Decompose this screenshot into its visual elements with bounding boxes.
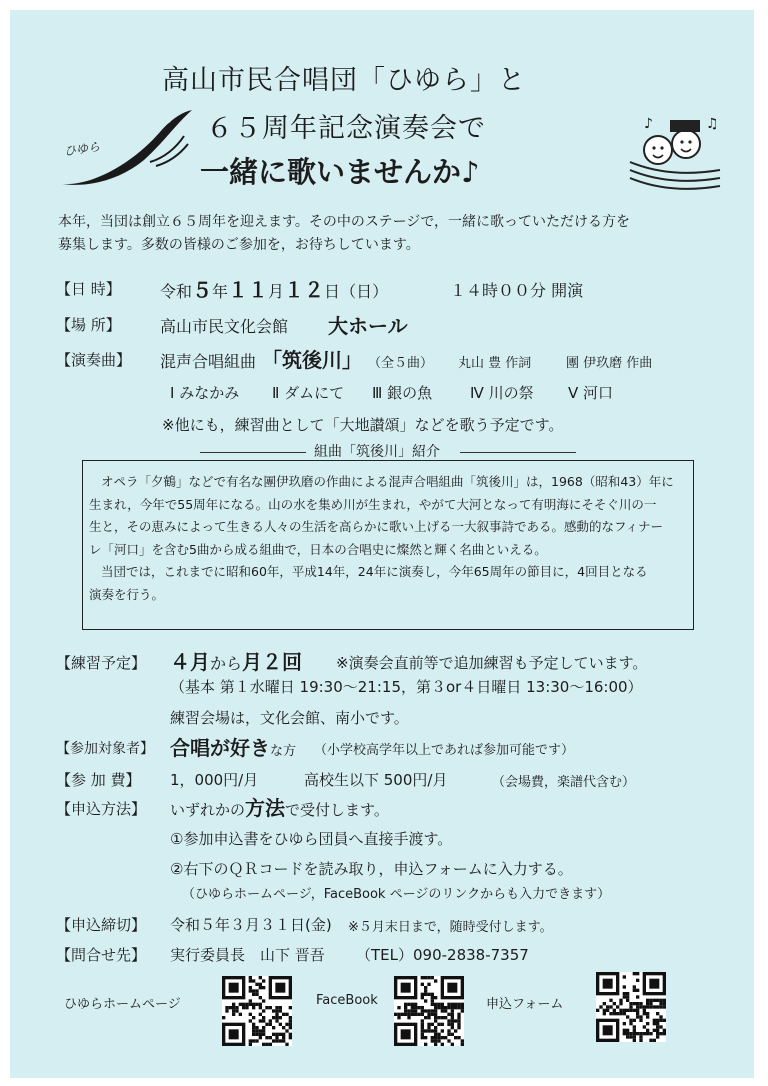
songs-suite: 「筑後川」	[262, 348, 362, 372]
date-year-unit: 年	[212, 282, 229, 301]
apply-pre: いずれかの	[170, 801, 246, 819]
svg-text:♫: ♫	[706, 116, 719, 132]
date-month-unit: 月	[268, 282, 285, 301]
apply-big: 方法	[245, 796, 286, 820]
place-hall: 大ホール	[328, 314, 408, 338]
qr-code-form-icon[interactable]	[596, 972, 666, 1042]
qr-facebook-label: FaceBook	[316, 993, 378, 1008]
date-time: １４時００分 開演	[450, 281, 584, 300]
intro-box-text	[89, 471, 687, 607]
movement-5: Ⅴ 河口	[568, 384, 614, 402]
intro-box-line-4: レ「河口」を含む5曲から成る組曲で，日本の合唱史に燦然と輝く名曲といえる。	[89, 541, 547, 557]
place-label: 【場 所】	[56, 316, 121, 334]
apply-method-2: ②右下のＱＲコードを読み取り，申込フォームに入力する。	[170, 860, 573, 878]
date-year: ５	[192, 278, 213, 302]
target-note: （小学校高学年以上であれば参加可能です）	[314, 743, 575, 758]
date-label: 【日 時】	[56, 280, 121, 298]
fee-label: 【参 加 費】	[56, 771, 141, 789]
movement-2: Ⅱ ダムにて	[272, 384, 345, 402]
practice-schedule: （基本 第１水曜日 19:30～21:15，第３or４日曜日 13:30～16:00）	[170, 678, 643, 696]
songs-note: ※他にも，練習曲として「大地讃頌」などを歌う予定です。	[162, 416, 564, 434]
intro-line-2: 募集します。多数の皆様のご参加を，お待ちしています。	[58, 237, 420, 253]
deadline-date: 令和５年３月３１日(金)	[170, 916, 332, 934]
practice-from: ４月	[170, 650, 210, 674]
intro-box-rule-left	[200, 452, 310, 453]
fee-adult: 1，000円/月	[170, 771, 259, 789]
date-era: 令和	[160, 282, 193, 301]
target-big: 合唱が好き	[170, 736, 270, 760]
practice-location: 練習会場は，文化会館、南小です。	[170, 709, 409, 727]
songs-prefix: 混声合唱組曲	[160, 352, 257, 371]
movement-4: Ⅳ 川の祭	[470, 384, 534, 402]
practice-note: ※演奏会直前等で追加練習も予定しています。	[336, 654, 648, 672]
songs-count: （全５曲）	[368, 356, 434, 371]
practice-from-suffix: から	[210, 654, 243, 673]
intro-box-line-3: 生と，その恵みによって生きる人々の生活を高らかに歌い上げる一大叙事詩である。感動的なフィナー	[89, 519, 664, 535]
fee-student: 高校生以下 500円/月	[304, 771, 448, 789]
songs-label: 【演奏曲】	[56, 351, 132, 369]
singing-children-icon	[624, 110, 724, 196]
target-value	[170, 732, 296, 761]
fee-note: （会場費，楽譜代含む）	[492, 775, 636, 790]
apply-method-1: ①参加申込書をひゆら団員へ直接手渡す。	[170, 830, 453, 848]
date-day-unit: 日	[324, 282, 341, 301]
logo-text: ひゆら	[63, 139, 101, 159]
contact-label: 【問合せ先】	[56, 946, 147, 964]
intro-box-line-6: 演奏を行う。	[89, 586, 165, 602]
intro-box-rule-right	[460, 452, 576, 453]
qr-code-facebook-icon[interactable]	[394, 976, 464, 1046]
flyer	[10, 10, 754, 1078]
intro-box-line-2: 生まれ，今年で55周年になる。山の水を集め川が生まれ，やがて大河となって有明海にそそぐ川の一	[89, 496, 657, 512]
target-label: 【参加対象者】	[56, 741, 154, 757]
deadline-note: ※５月末日まで，随時受付します。	[348, 920, 553, 935]
qr-code-homepage-icon[interactable]	[222, 976, 292, 1046]
apply-value	[170, 792, 389, 821]
qr-form-label: 申込フォーム	[486, 997, 564, 1012]
apply-post: で受付します。	[285, 801, 389, 819]
target-small: な方	[270, 744, 297, 759]
intro-box-header	[200, 441, 576, 461]
songs-lyricist: 丸山 豊 作詞	[458, 356, 532, 371]
practice-frequency	[170, 646, 302, 675]
practice-label: 【練習予定】	[56, 654, 147, 672]
movement-1: Ⅰ みなかみ	[170, 384, 240, 402]
title-line-2: ６５周年記念演奏会で	[206, 113, 486, 144]
practice-times: 月２回	[242, 650, 303, 674]
svg-text:♪: ♪	[644, 116, 653, 132]
contact-tel: （TEL）090-2838-7357	[356, 946, 529, 964]
contact-person: 実行委員長 山下 晋吾	[170, 946, 325, 964]
date-day: １２	[284, 278, 325, 302]
intro-line-1: 本年，当団は創立６５周年を迎えます。その中のステージで，一緒に歌っていただける方を	[58, 214, 631, 230]
apply-label: 【申込方法】	[56, 800, 147, 818]
deadline-label: 【申込締切】	[56, 916, 147, 934]
apply-method-2-note: （ひゆらホームページ，FaceBook ページのリンクからも入力できます）	[182, 887, 611, 902]
songs-composer: 團 伊玖磨 作曲	[566, 356, 653, 371]
intro-box	[82, 460, 694, 630]
date-value	[160, 274, 388, 303]
title-line-1: 高山市民合唱団「ひゆら」と	[162, 65, 526, 96]
intro-box-title: 組曲「筑後川」紹介	[306, 441, 448, 461]
movement-3: Ⅲ 銀の魚	[372, 384, 433, 402]
date-month: １１	[228, 278, 269, 302]
place-venue: 高山市民文化会館	[160, 317, 289, 336]
intro-box-line-1: オペラ「夕鶴」などで有名な團伊玖磨の作曲による混声合唱組曲「筑後川」は，1968（昭和43）年に	[101, 474, 674, 489]
date-weekday: （日）	[340, 282, 389, 301]
title-line-3: 一緒に歌いませんか♪	[200, 155, 480, 189]
qr-homepage-label: ひゆらホームページ	[64, 997, 181, 1012]
intro-box-line-5: 当団では，これまでに昭和60年，平成14年，24年に演奏し，今年65周年の節目に，4回目となる	[101, 564, 648, 580]
